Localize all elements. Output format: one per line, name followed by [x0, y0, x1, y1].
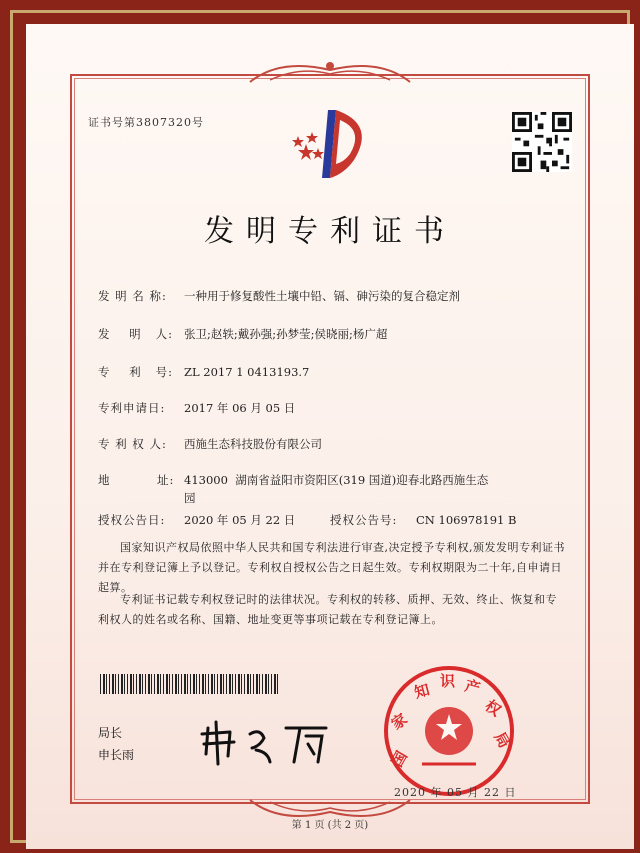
- svg-text:局: 局: [490, 729, 514, 752]
- patent-number-label: 专 利 号:: [98, 365, 173, 379]
- patentee: 西施生态科技股份有限公司: [184, 437, 322, 451]
- barcode: [100, 674, 278, 694]
- inventors: 张卫;赵轶;戴孙强;孙梦莹;侯晓丽;杨广超: [184, 327, 388, 341]
- director-title: 局长: [98, 726, 123, 740]
- inventors-row: [98, 326, 387, 342]
- patentee-label: 专 利 权 人:: [98, 437, 167, 451]
- patentee-row: [98, 436, 322, 452]
- application-date-row: [98, 400, 295, 416]
- patent-number: ZL 2017 1 0413193.7: [184, 365, 310, 379]
- inventors-label: 发 明 人:: [98, 327, 173, 341]
- certificate-number: 证书号第3807320号: [88, 116, 204, 129]
- invention-name-label: 发 明 名 称:: [98, 289, 167, 303]
- svg-text:国: 国: [387, 747, 411, 770]
- address-line1: 413000 湖南省益阳市资阳区(319 国道)迎春北路西施生态: [184, 473, 489, 487]
- invention-name-row: [98, 288, 460, 304]
- application-date: 2017 年 06 月 05 日: [184, 401, 296, 415]
- application-date-label: 专利申请日:: [98, 401, 166, 415]
- address-row: [98, 472, 488, 488]
- svg-text:家: 家: [387, 709, 411, 734]
- top-ornament: [240, 54, 420, 88]
- grant-date: 2020 年 05 月 22 日: [184, 513, 296, 527]
- grant-number-row: [330, 512, 516, 528]
- official-seal: [382, 664, 516, 798]
- grant-date-label: 授权公告日:: [98, 513, 166, 527]
- page-title: 发明专利证书: [204, 214, 456, 249]
- director-name: 申长雨: [98, 748, 135, 762]
- qr-code: [512, 112, 572, 172]
- grant-date-row: [98, 512, 295, 528]
- cnipa-logo: [284, 104, 384, 184]
- legal-status-statement: 专利证书记载专利权登记时的法律状况。专利权的转移、质押、无效、终止、恢复和专利权人的姓名或名称、国籍、地址变更等事项记载在专利登记簿上。: [98, 593, 557, 626]
- svg-text:权: 权: [481, 696, 505, 720]
- seal-date: 2020 年 05 月 22 日: [394, 786, 517, 799]
- director-signature: [190, 714, 340, 774]
- svg-text:知: 知: [412, 680, 432, 702]
- invention-name: 一种用于修复酸性土壤中铅、镉、砷污染的复合稳定剂: [184, 289, 460, 303]
- grant-statement: 国家知识产权局依照中华人民共和国专利法进行审查,决定授予专利权,颁发发明专利证书并在专利登记簿上予以登记。专利权自授权公告之日起生效。专利权期限为二十年,自申请日起算。: [98, 541, 565, 594]
- patent-number-row: [98, 364, 309, 380]
- grant-number-label: 授权公告号:: [330, 513, 398, 527]
- certificate-paper: [26, 24, 634, 849]
- svg-text:识: 识: [440, 672, 456, 690]
- grant-number: CN 106978191 B: [416, 513, 517, 527]
- address-line2: 园: [184, 491, 196, 505]
- svg-text:产: 产: [462, 676, 483, 698]
- page-footer: 第 1 页 (共 2 页): [291, 820, 369, 831]
- address-label: 地 址:: [98, 473, 175, 487]
